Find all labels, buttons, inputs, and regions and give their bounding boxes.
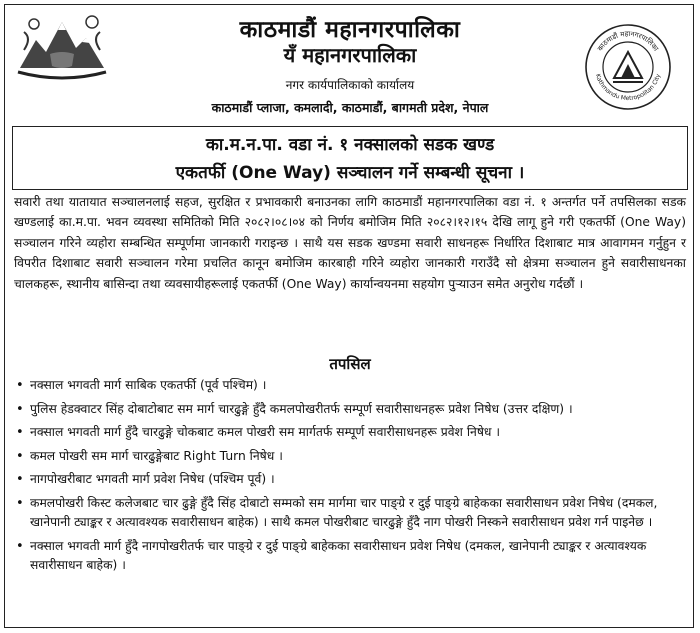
schedule-list (14, 376, 686, 580)
svg-text:काठमाडौं महानगरपालिका (596, 30, 660, 53)
list-item-text: नक्साल भगवती मार्ग साबिक एकतर्फी (पूर्व पश्चिम) । (30, 378, 267, 392)
bullet-icon: • (16, 448, 24, 464)
org-name-newari: यँ महानगरपालिका (283, 43, 417, 67)
bullet-icon: • (16, 538, 24, 554)
list-item-text: कमलपोखरी किस्ट कलेजबाट चार ढुङ्गे हुँदै सिंह दोबाटो सम्मको सम मार्गमा चार पाङ्ग्रे र दुई पाङ्ग्रे बाहेकका सवारीसाधन प्रवेश निषेध (दमकल, खानेपानी ट्याङ्कर र अत्यावश्यक सवारीसाधन बाहेक) । साथै कमल पोखरीबाट चारढुङ्गे हुँदै नाग पोखरी निस्कने सवारीसाधन प्रवेश गर्न पाइनेछ । (30, 495, 658, 529)
bullet-icon: • (16, 495, 24, 511)
office-name: नगर कार्यपालिकाको कार्यालय (285, 78, 415, 92)
office-address: काठमाडौं प्लाजा, कमलादी, काठमाडौं, बागमती प्रदेश, नेपाल (211, 100, 489, 115)
bullet-icon: • (16, 378, 24, 393)
list-item-text: नक्साल भगवती मार्ग हुँदै चारढुङ्गे चोकबाट कमल पोखरी सम मार्गतर्फ सम्पूर्ण सवारीसाधनहरू प्रवेश निषेध । (30, 425, 501, 439)
list-item-text: कमल पोखरी सम मार्ग चारढुङ्गेबाट Right Turn निषेध । (30, 448, 283, 463)
list-item (14, 537, 686, 576)
nepal-emblem-icon (14, 10, 110, 84)
bullet-icon: • (16, 472, 24, 487)
org-name: काठमाडौं महानगरपालिका (239, 17, 461, 43)
bullet-icon: • (16, 425, 24, 440)
notice-title-box (12, 126, 688, 190)
list-item-text: पुलिस हेडक्वाटर सिंह दोबाटोबाट सम मार्ग चारढुङ्गे हुँदै कमलपोखरीतर्फ सम्पूर्ण सवारीसाधनहरू प्रवेश निषेध (उत्तर दक्षिण) । (30, 401, 573, 416)
kmc-seal-icon (583, 22, 673, 112)
list-item (14, 494, 686, 533)
notice-title-line1: का.म.न.पा. वडा नं. १ नक्सालको सडक खण्ड (205, 135, 495, 155)
seal-bottom-text: Kathmandu Metropolitan City (593, 73, 663, 103)
list-item (14, 400, 686, 420)
list-item-text: नागपोखरीबाट भगवती मार्ग प्रवेश निषेध (पश्चिम पूर्व) । (30, 472, 275, 486)
schedule-heading: तपसिल (329, 355, 371, 373)
list-item (14, 376, 686, 396)
list-item (14, 447, 686, 467)
bullet-icon: • (16, 401, 24, 417)
list-item (14, 423, 686, 443)
notice-body: सवारी तथा यातायात सञ्चालनलाई सहज, सुरक्षित र प्रभावकारी बनाउनका लागि काठमाडौं महानगरपालिका वडा नं. १ अन्तर्गत पर्ने तपसिलका सडक खण्डलाई का.म.पा. भवन व्यवस्था समितिको मिति २०८२।०८।०४ को निर्णय बमोजिम मिति २०८२।१२।१५ देखि लागू हुने गरी एकतर्फी (One Way) सञ्चालन गरिने व्यहोरा सम्बन्धित सम्पूर्णमा जानकारी गराइन्छ । साथै यस सडक खण्डमा सवारी साधनहरू निर्धारित दिशाबाट मात्र आवागमन गर्नुहुन र विपरीत दिशाबाट सवारी सञ्चालन गरेमा प्रचलित कानून बमोजिम कारबाही गरिने व्यहोरा जानकारी गराउँदै सो क्षेत्रमा सञ्चालन हुने सवारीसाधनका चालकहरू, स्थानीय बासिन्दा तथा व्यवसायीहरूलाई एकतर्फी (One Way) कार्यान्वयनमा सहयोग पुऱ्याउन समेत अनुरोध गर्दछौं । (14, 195, 686, 291)
list-item-text: नक्साल भगवती मार्ग हुँदै नागपोखरीतर्फ चार पाङ्ग्रे र दुई पाङ्ग्रे बाहेकका सवारीसाधन प्रवेश निषेध (दमकल, खानेपानी ट्याङ्कर र अत्यावश्यक सवारीसाधन बाहेक) । (30, 538, 647, 572)
list-item (14, 470, 686, 490)
seal-ring-text: काठमाडौं महानगरपालिका (596, 29, 660, 53)
notice-title-line2: एकतर्फी (One Way) सञ्चालन गर्ने सम्बन्धी सूचना । (175, 163, 525, 183)
